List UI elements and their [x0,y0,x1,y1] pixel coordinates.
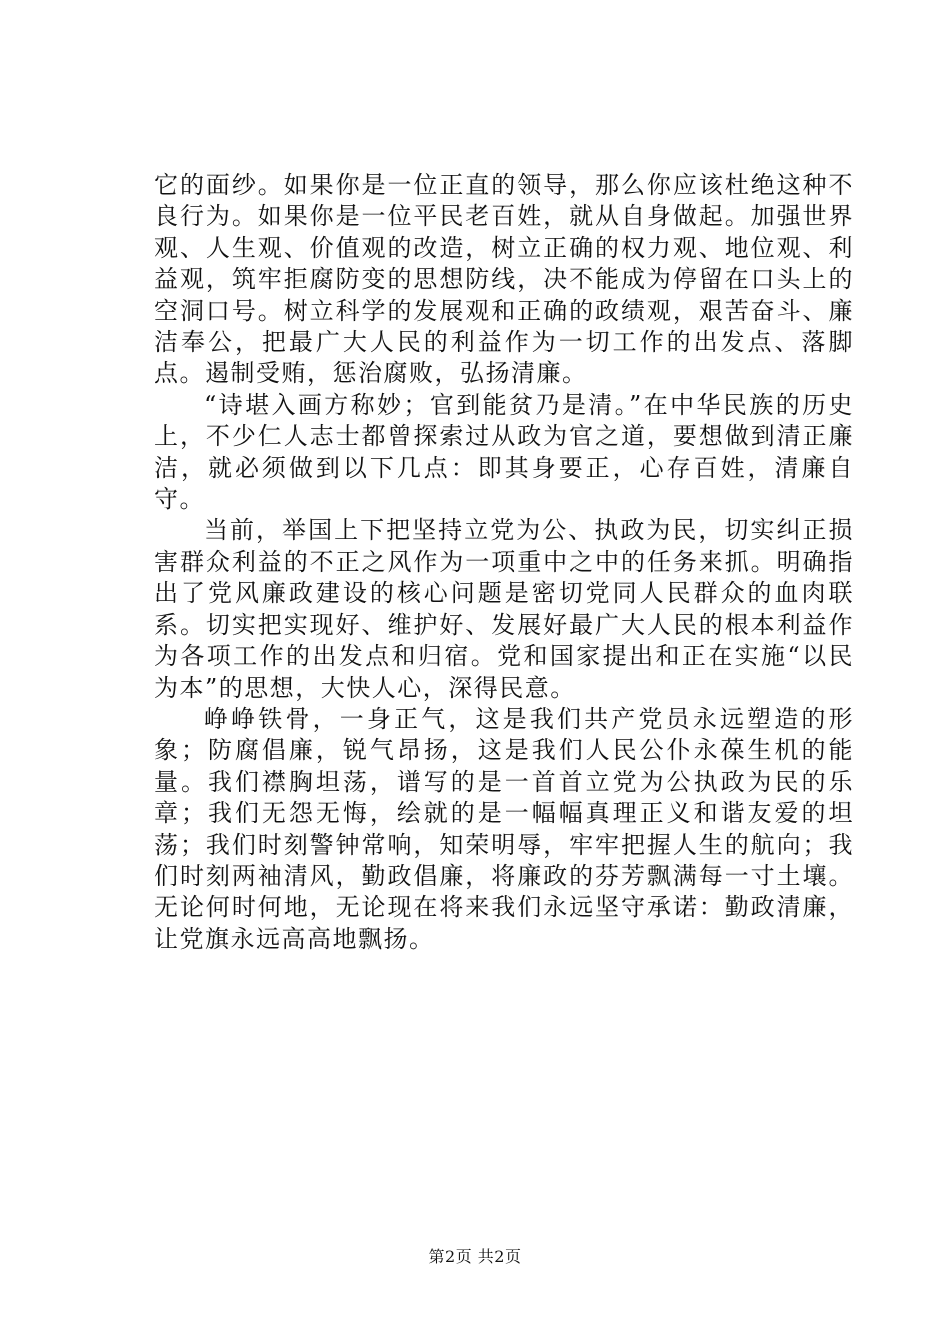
paragraph-3: 当前，举国上下把坚持立党为公、执政为民，切实纠正损害群众利益的不正之风作为一项重中之中的任务来抓。明确指出了党风廉政建设的核心问题是密切党同人民群众的血肉联系。切实把实现好、维护好、发展好最广大人民的根本利益作为各项工作的出发点和归宿。党和国家提出和正在实施“以民为本”的思想，大快人心，深得民意。 [154,516,854,702]
paragraph-4: 峥峥铁骨，一身正气，这是我们共产党员永远塑造的形象；防腐倡廉，锐气昂扬，这是我们人民公仆永葆生机的能量。我们襟胸坦荡，谱写的是一首首立党为公执政为民的乐章；我们无怨无悔，绘就的是一幅幅真理正义和谐友爱的坦荡；我们时刻警钟常响，知荣明辱，牢牢把握人生的航向；我们时刻两袖清风，勤政倡廉，将廉政的芬芳飘满每一寸土壤。无论何时何地，无论现在将来我们永远坚守承诺：勤政清廉，让党旗永远高高地飘扬。 [154,704,854,953]
paragraph-1: 它的面纱。如果你是一位正直的领导，那么你应该杜绝这种不良行为。如果你是一位平民老百姓，就从自身做起。加强世界观、人生观、价值观的改造，树立正确的权力观、地位观、利益观，筑牢拒腐防变的思想防线，决不能成为停留在口头上的空洞口号。树立科学的发展观和正确的政绩观，艰苦奋斗、廉洁奉公，把最广大人民的利益作为一切工作的出发点、落脚点。遏制受贿，惩治腐败，弘扬清廉。 [154,171,854,388]
page-number-footer: 第2页 共2页 [428,1247,522,1266]
document-body [154,170,854,955]
paragraph-2: “诗堪入画方称妙；官到能贫乃是清。”在中华民族的历史上，不少仁人志士都曾探索过从政为官之道，要想做到清正廉洁，就必须做到以下几点：即其身要正，心存百姓，清廉自守。 [154,390,854,514]
